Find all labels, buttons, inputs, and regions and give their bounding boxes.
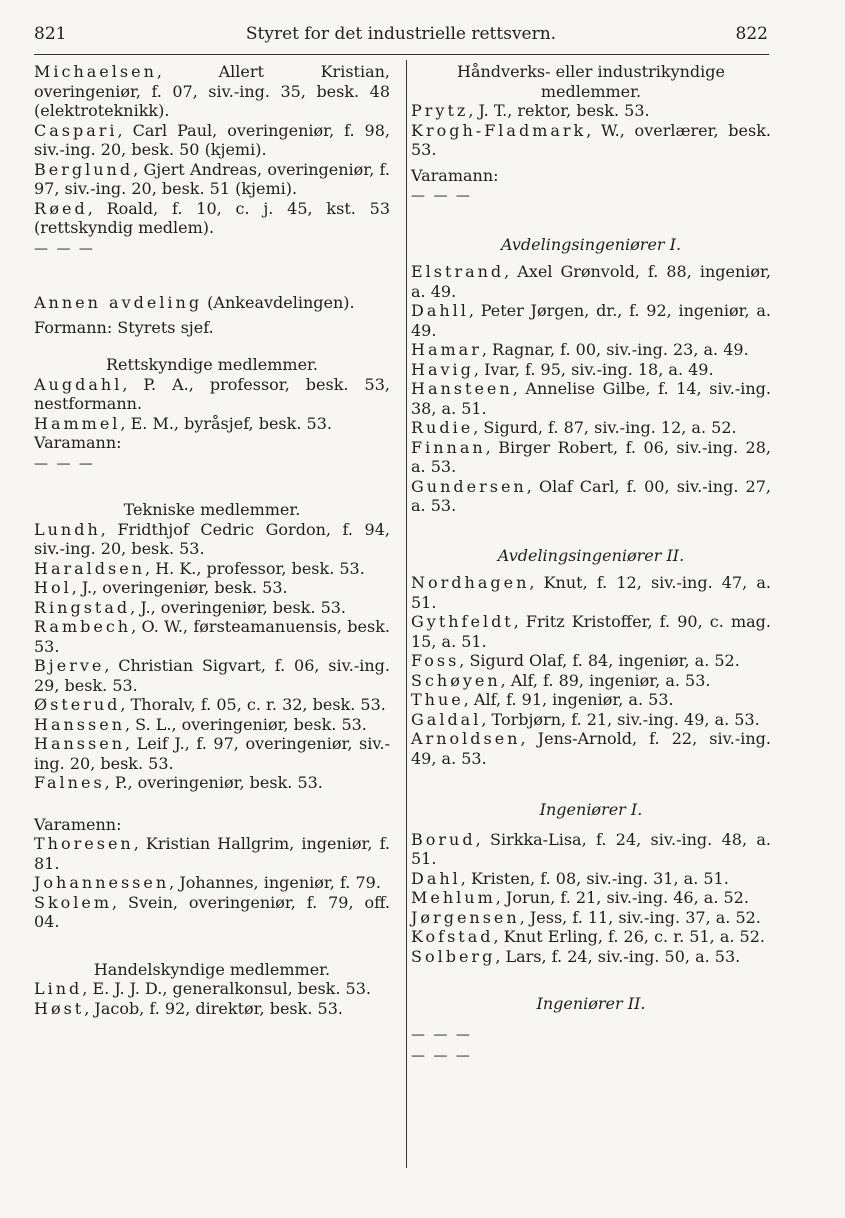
entry-text: , J., overingeniør, besk. 53. <box>71 578 288 597</box>
entry-text: , Fritz Kristoffer, f. 90, c. mag. 15, a. 51. <box>411 612 771 651</box>
entry <box>411 729 771 768</box>
left-column <box>34 62 390 1018</box>
entry-text: , H. K., professor, besk. 53. <box>145 558 365 578</box>
entry-name: Falnes <box>34 773 105 792</box>
entry-text: , J., overingeniør, besk. 53. <box>130 597 347 617</box>
entry-name: Gundersen <box>411 476 527 496</box>
entry <box>34 834 390 873</box>
section-title <box>34 293 390 313</box>
entry-text: , Kristen, f. 08, siv.-ing. 31, a. 51. <box>460 868 729 888</box>
entry-text: , Carl Paul, overingeniør, f. 98, siv.-ing. 20, besk. 50 (kjemi). <box>34 120 390 159</box>
page-number-left: 821 <box>34 24 67 44</box>
entry <box>34 873 390 893</box>
entry-name: Elstrand <box>411 262 505 281</box>
entry <box>411 101 771 121</box>
entry-text: , Olaf Carl, f. 00, siv.-ing. 27, a. 53. <box>411 476 771 515</box>
subsection-heading: Avdelingsingeniører I. <box>500 234 682 254</box>
entry <box>411 927 771 947</box>
entry <box>411 888 771 908</box>
entry <box>34 715 390 735</box>
page-header <box>34 24 768 50</box>
entry-name: Solberg <box>411 946 496 966</box>
subsection-heading: Håndverks- eller industrikyndige medlemmer. <box>457 62 725 101</box>
entry <box>34 617 390 656</box>
entry-text: , Alf, f. 89, ingeniør, a. 53. <box>500 670 711 690</box>
entry-text: , Jacob, f. 92, direktør, besk. 53. <box>84 998 343 1018</box>
entry-name: Høst <box>34 998 85 1018</box>
entry <box>34 598 390 618</box>
dash-separator: — — — <box>411 188 472 204</box>
entry-name: Schøyen <box>411 670 501 690</box>
entry-text: , Kristian Hallgrim, ingeniør, f. 81. <box>34 834 390 873</box>
entry <box>34 375 390 414</box>
entry-name: Finnan <box>411 437 486 457</box>
dash-separator: — — — <box>411 1026 472 1043</box>
entry-name: Hol <box>34 578 72 597</box>
entry <box>34 199 390 238</box>
entry-text: , Lars, f. 24, siv.-ing. 50, a. 53. <box>495 946 741 966</box>
entry <box>34 559 390 579</box>
entry <box>411 651 771 671</box>
column-divider <box>406 60 407 1168</box>
entry-name: Hansteen <box>411 379 513 398</box>
entry-name: Foss <box>411 651 460 670</box>
entry-text: , Fridthjof Cedric Gordon, f. 94, siv.-ing. 20, besk. 53. <box>34 519 390 558</box>
entry-text: , Allert Kristian, overingeniør, f. 07, siv.-ing. 35, besk. 48 (elektroteknikk). <box>34 62 390 120</box>
entry <box>34 62 390 121</box>
entry-name: Rudie <box>411 418 474 437</box>
entry <box>411 379 771 418</box>
entry-name: Johannessen <box>34 873 170 892</box>
page-title: Styret for det industrielle rettsvern. <box>245 24 557 44</box>
entry <box>411 869 771 889</box>
entry <box>34 999 390 1019</box>
chairman-line: Formann: Styrets sjef. <box>34 317 214 337</box>
entry <box>34 734 390 773</box>
entry-name: Haraldsen <box>34 558 146 578</box>
section-title-rest: (Ankeavdelingen). <box>202 293 355 312</box>
entry-name: Thue <box>411 690 464 709</box>
entry-name: Østerud <box>34 695 121 714</box>
section-title-spaced: Annen avdeling <box>34 293 203 312</box>
entry-name: Caspari <box>34 120 118 140</box>
entry-name: Michaelsen <box>34 62 157 81</box>
entry-text: , Sigurd, f. 87, siv.-ing. 12, a. 52. <box>473 418 737 437</box>
subsection-heading: Ingeniører I. <box>539 800 643 819</box>
entry-name: Kofstad <box>411 927 494 946</box>
entry-name: Mehlum <box>411 888 496 907</box>
entry-name: Augdahl <box>34 374 123 394</box>
entry <box>34 520 390 559</box>
entry <box>411 908 771 928</box>
entry-name: Skolem <box>34 892 113 912</box>
entry-text: , Leif J., f. 97, overingeniør, siv.-ing. 20, besk. 53. <box>34 734 390 773</box>
entry <box>411 573 771 612</box>
entry-text: , Torbjørn, f. 21, siv.-ing. 49, a. 53. <box>481 709 760 729</box>
entry-name: Gythfeldt <box>411 612 514 631</box>
entry-text: , Ivar, f. 95, siv.-ing. 18, a. 49. <box>473 359 714 379</box>
entry <box>34 656 390 695</box>
entry-name: Havig <box>411 359 474 379</box>
entry-name: Dahll <box>411 301 469 320</box>
page-number-right: 822 <box>735 24 768 44</box>
subsection-heading: Tekniske medlemmer. <box>123 500 301 519</box>
entry-name: Dahl <box>411 868 461 888</box>
entry <box>411 690 771 710</box>
entry <box>411 671 771 691</box>
deputy-label: Varamann: <box>411 165 499 185</box>
entry-text: , P., overingeniør, besk. 53. <box>104 773 323 792</box>
subsection-heading: Handelskyndige medlemmer. <box>93 959 331 979</box>
entry-text: , Peter Jørgen, dr., f. 92, ingeniør, a. 49. <box>411 301 771 340</box>
entry <box>411 301 771 340</box>
entry-name: Jørgensen <box>411 907 520 927</box>
entry-text: , Knut Erling, f. 26, c. r. 51, a. 52. <box>493 927 765 946</box>
entry-name: Lundh <box>34 519 101 539</box>
entry <box>34 979 390 999</box>
entry <box>411 418 771 438</box>
entry <box>411 262 771 301</box>
entry-name: Borud <box>411 829 476 849</box>
entry <box>34 695 390 715</box>
entry-text: , E. J. J. D., generalkonsul, besk. 53. <box>82 979 371 998</box>
entry <box>411 477 771 516</box>
dash-separator: — — — <box>34 240 95 257</box>
entry <box>34 414 390 434</box>
dash-separator: — — — <box>34 455 95 472</box>
entry <box>411 360 771 380</box>
right-column <box>411 62 771 1067</box>
entry <box>34 121 390 160</box>
entry-name: Prytz <box>411 101 469 120</box>
entry-name: Hammel <box>34 413 121 433</box>
entry-name: Ringstad <box>34 597 131 617</box>
subsection-heading: Avdelingsingeniører II. <box>497 545 685 565</box>
entry <box>411 121 771 160</box>
entry <box>34 578 390 598</box>
entry-text: , Roald, f. 10, c. j. 45, kst. 53 (rettskyndig medlem). <box>34 198 390 237</box>
entry-text: , W., overlærer, besk. 53. <box>411 120 771 159</box>
dash-separator: — — — <box>411 1048 472 1064</box>
entry <box>411 340 771 360</box>
entry-name: Thoresen <box>34 834 134 853</box>
entry-text: , Christian Sigvart, f. 06, siv.-ing. 29, besk. 53. <box>34 656 390 695</box>
entry-text: , Sirkka-Lisa, f. 24, siv.-ing. 48, a. 51. <box>411 829 771 868</box>
entry-text: , Jorun, f. 21, siv.-ing. 46, a. 52. <box>495 888 749 907</box>
entry-text: , Jens-Arnold, f. 22, siv.-ing. 49, a. 53. <box>411 729 771 768</box>
subsection-heading: Ingeniører II. <box>536 994 646 1013</box>
entry-text: , Johannes, ingeniør, f. 79. <box>169 873 381 892</box>
entry-text: , Thoralv, f. 05, c. r. 32, besk. 53. <box>120 695 386 714</box>
entry-text: , O. W., førsteamanuensis, besk. 53. <box>34 617 390 656</box>
entry-text: , Annelise Gilbe, f. 14, siv.-ing. 38, a. 51. <box>411 379 771 418</box>
header-rule <box>34 54 769 55</box>
entry-text: , Ragnar, f. 00, siv.-ing. 23, a. 49. <box>481 340 749 359</box>
entry-name: Rambech <box>34 617 132 636</box>
entry-text: , Svein, overingeniør, f. 79, off. 04. <box>34 892 390 931</box>
entry-name: Røed <box>34 198 88 218</box>
entry-name: Berglund <box>34 159 134 179</box>
entry-text: , Axel Grønvold, f. 88, ingeniør, a. 49. <box>411 262 771 301</box>
entry-text: , Jess, f. 11, siv.-ing. 37, a. 52. <box>519 907 761 927</box>
entry <box>34 160 390 199</box>
entry-text: , S. L., overingeniør, besk. 53. <box>125 714 367 734</box>
entry-text: , P. A., professor, besk. 53, nestformann. <box>34 374 390 413</box>
entry-name: Hanssen <box>34 734 125 753</box>
entry-text: , Sigurd Olaf, f. 84, ingeniør, a. 52. <box>459 651 740 670</box>
entry-text: , Knut, f. 12, siv.-ing. 47, a. 51. <box>411 573 771 612</box>
deputy-label: Varamann: <box>34 433 122 452</box>
deputies-label: Varamenn: <box>34 814 122 834</box>
entry-text: , Birger Robert, f. 06, siv.-ing. 28, a. 53. <box>411 437 771 476</box>
entry-name: Arnoldsen <box>411 729 521 748</box>
entry-name: Hamar <box>411 340 482 359</box>
entry-name: Krogh-Fladmark <box>411 120 587 140</box>
entry <box>34 893 390 932</box>
entry-text: , J. T., rektor, besk. 53. <box>468 101 650 120</box>
entry-name: Galdal <box>411 709 482 729</box>
entry <box>411 438 771 477</box>
entry-name: Bjerve <box>34 656 105 675</box>
entry <box>411 830 771 869</box>
entry-name: Hanssen <box>34 714 125 734</box>
entry <box>411 710 771 730</box>
subsection-heading: Rettskyndige medlemmer. <box>105 355 319 374</box>
entry <box>411 612 771 651</box>
entry-text: , Alf, f. 91, ingeniør, a. 53. <box>463 690 674 709</box>
entry-text: , Gjert Andreas, overingeniør, f. 97, siv.-ing. 20, besk. 51 (kjemi). <box>34 159 390 198</box>
entry-name: Lind <box>34 979 83 998</box>
entry <box>411 947 771 967</box>
entry-name: Nordhagen <box>411 573 530 592</box>
entry <box>34 773 390 793</box>
entry-text: , E. M., byråsjef, besk. 53. <box>120 413 332 433</box>
